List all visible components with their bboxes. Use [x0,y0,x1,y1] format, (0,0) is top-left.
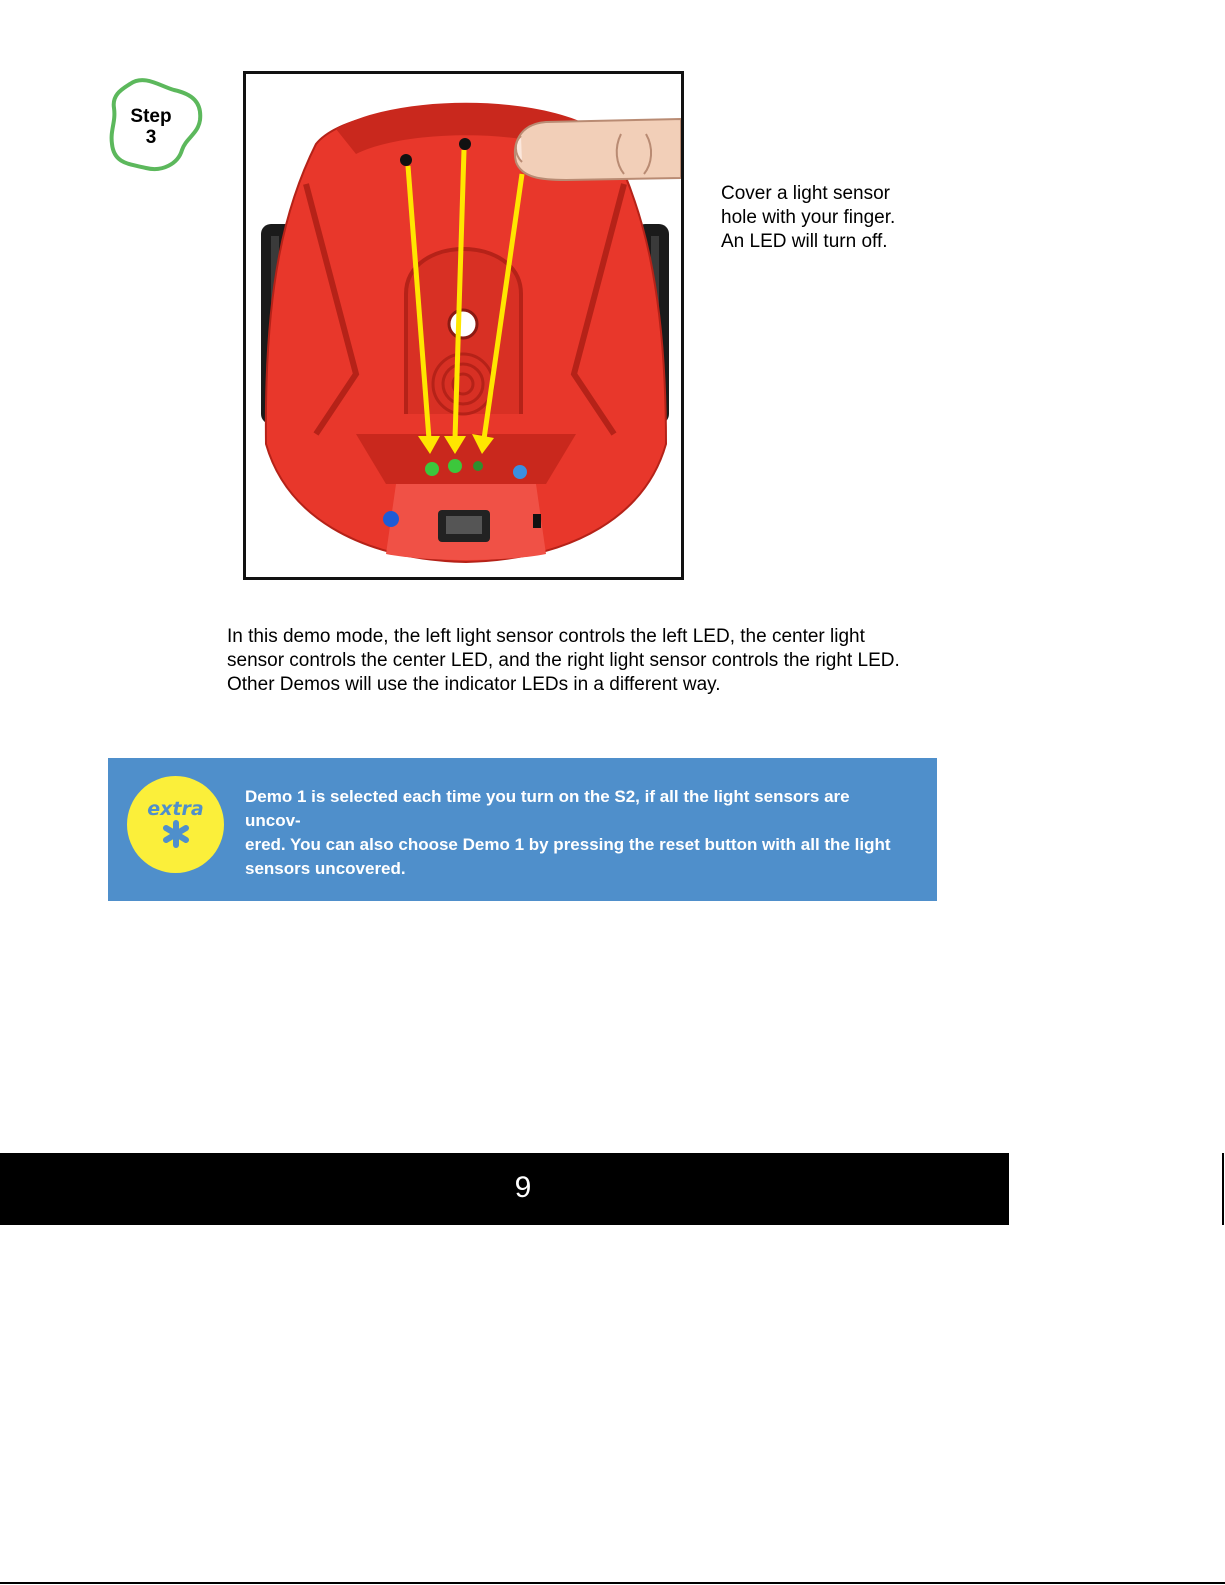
power-led [513,465,527,479]
center-led [448,459,462,473]
robot-figure [243,71,684,580]
step-number: 3 [145,127,157,148]
extra-badge [127,776,224,873]
step-badge [108,76,204,174]
extra-label: extra [147,798,204,820]
robot-photo [246,74,681,577]
reset-button [383,511,399,527]
asterisk-icon [162,820,190,848]
finger [515,119,681,180]
page-number: 9 [514,1171,532,1204]
bottom-rule [0,1582,1225,1584]
step-word: Step [130,106,172,127]
page-footer [0,1153,1009,1225]
right-led [473,461,483,471]
center-hole [449,310,477,338]
figure-caption: Cover a light sensor hole with your finger. An LED will turn off. [721,183,896,252]
extra-info-box [108,758,937,901]
step-label [108,106,194,148]
demo-mode-paragraph: In this demo mode, the left light sensor controls the left LED, the center light sensor controls the center LED, and the right light sensor controls the right LED. Other Demos will use the indicator LEDs in a different way. [227,626,900,695]
left-led [425,462,439,476]
extra-text: Demo 1 is selected each time you turn on the S2, if all the light sensors are uncov- ered. You can also choose Demo 1 by pressing the reset button with all the light sensors uncovered. [245,787,891,878]
center-light-sensor [459,138,471,150]
left-light-sensor [400,154,412,166]
edge-mark [1222,1153,1224,1225]
